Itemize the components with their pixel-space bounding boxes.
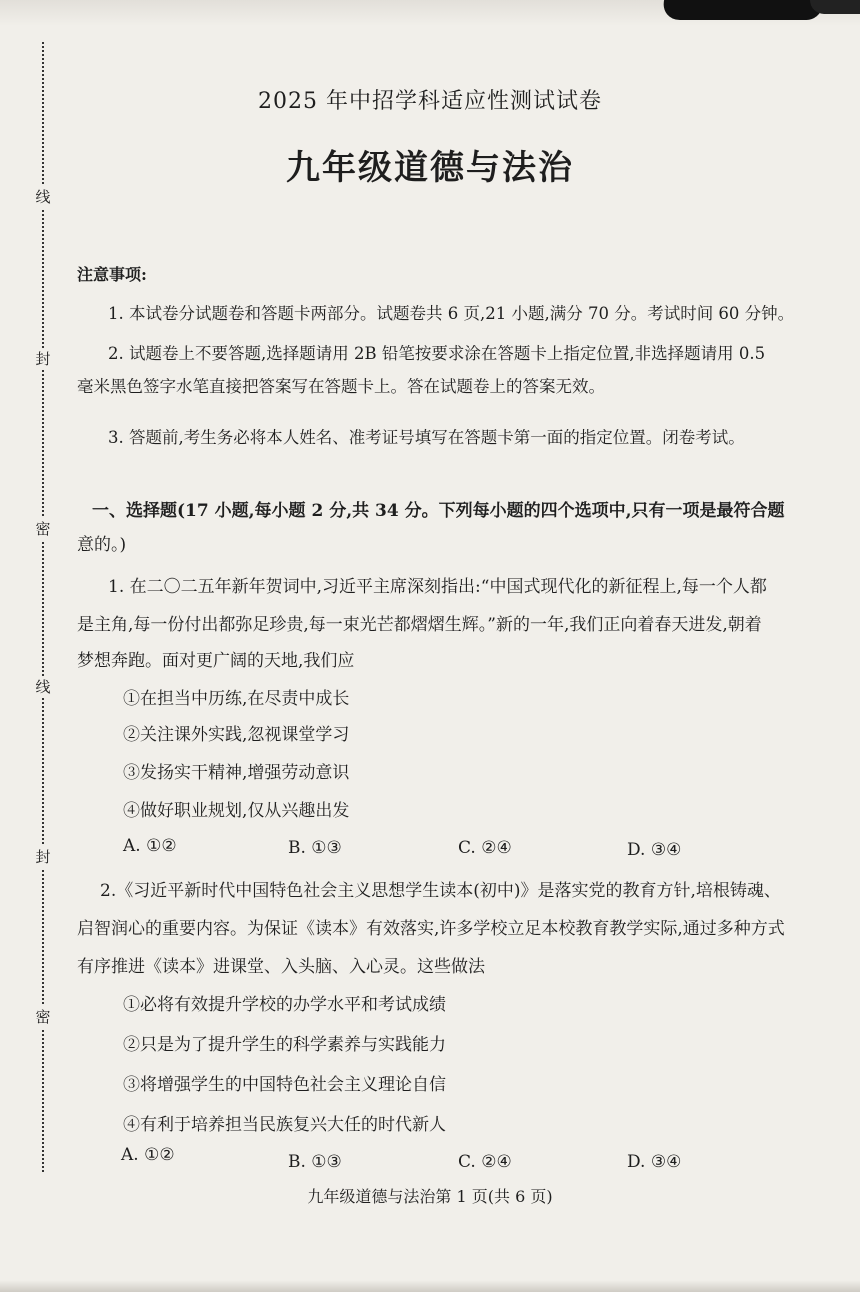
scan-corner-shadow — [660, 0, 824, 20]
binding-char: 密 — [32, 1006, 54, 1028]
question-2-choice-a[interactable]: A. ①② — [121, 1145, 175, 1165]
question-1-option: ④做好职业规划,仅从兴趣出发 — [123, 801, 350, 821]
question-2-option: ③将增强学生的中国特色社会主义理论自信 — [123, 1075, 446, 1095]
question-1-choice-a[interactable]: A. ①② — [123, 836, 177, 856]
page-bottom-edge — [0, 1280, 860, 1292]
question-2-stem: 启智润心的重要内容。为保证《读本》有效落实,许多学校立足本校教育教学实际,通过多种方式 — [77, 919, 785, 939]
question-2-choice-d[interactable]: D. ③④ — [627, 1152, 682, 1172]
question-1-option: ②关注课外实践,忽视课堂学习 — [123, 725, 350, 745]
question-1-option: ③发扬实干精神,增强劳动意识 — [123, 763, 350, 783]
binding-char: 封 — [32, 846, 54, 868]
binding-dotted-line — [42, 42, 44, 1172]
subject-title: 九年级道德与法治 — [286, 148, 574, 188]
question-2-choice-c[interactable]: C. ②④ — [458, 1152, 512, 1172]
question-1-stem: 是主角,每一份付出都弥足珍贵,每一束光芒都熠熠生辉。”新的一年,我们正向着春天进发,朝着 — [77, 615, 762, 635]
notice-item: 1. 本试卷分试题卷和答题卡两部分。试题卷共 6 页,21 小题,满分 70 分。考试时间 60 分钟。 — [108, 304, 795, 323]
binding-char: 密 — [32, 518, 54, 540]
scan-corner-shadow-2 — [810, 0, 860, 14]
binding-char: 线 — [32, 676, 54, 698]
question-1-option: ①在担当中历练,在尽责中成长 — [123, 689, 350, 709]
binding-char: 线 — [32, 186, 54, 208]
question-1-choice-d[interactable]: D. ③④ — [627, 840, 682, 860]
question-2-stem: 有序推进《读本》进课堂、入头脑、入心灵。这些做法 — [77, 957, 485, 977]
question-2-option: ④有利于培养担当民族复兴大任的时代新人 — [123, 1115, 446, 1135]
question-2-option: ①必将有效提升学校的办学水平和考试成绩 — [123, 995, 446, 1015]
section-title-cont: 意的。) — [77, 535, 127, 555]
question-2-option: ②只是为了提升学生的科学素养与实践能力 — [123, 1035, 446, 1055]
question-1-choice-c[interactable]: C. ②④ — [458, 838, 512, 858]
page-footer: 九年级道德与法治第 1 页(共 6 页) — [307, 1187, 553, 1206]
notice-item: 3. 答题前,考生务必将本人姓名、准考证号填写在答题卡第一面的指定位置。闭卷考试。 — [108, 428, 745, 447]
notice-item: 毫米黑色签字水笔直接把答案写在答题卡上。答在试题卷上的答案无效。 — [77, 377, 605, 396]
question-2-choice-b[interactable]: B. ①③ — [288, 1152, 342, 1172]
section-title: 一、选择题(17 小题,每小题 2 分,共 34 分。下列每小题的四个选项中,只有一项是最符合题 — [92, 501, 785, 521]
notice-title: 注意事项: — [77, 265, 147, 284]
exam-title: 2025 年中招学科适应性测试试卷 — [258, 89, 602, 114]
question-1-choice-b[interactable]: B. ①③ — [288, 838, 342, 858]
question-1-stem: 1. 在二〇二五年新年贺词中,习近平主席深刻指出:“中国式现代化的新征程上,每一个人都 — [108, 577, 767, 597]
question-1-stem: 梦想奔跑。面对更广阔的天地,我们应 — [77, 651, 355, 671]
binding-char: 封 — [32, 348, 54, 370]
notice-item: 2. 试题卷上不要答题,选择题请用 2B 铅笔按要求涂在答题卡上指定位置,非选择题请用 0.5 — [108, 344, 766, 363]
question-2-stem: 2.《习近平新时代中国特色社会主义思想学生读本(初中)》是落实党的教育方针,培根铸魂、 — [100, 881, 781, 901]
